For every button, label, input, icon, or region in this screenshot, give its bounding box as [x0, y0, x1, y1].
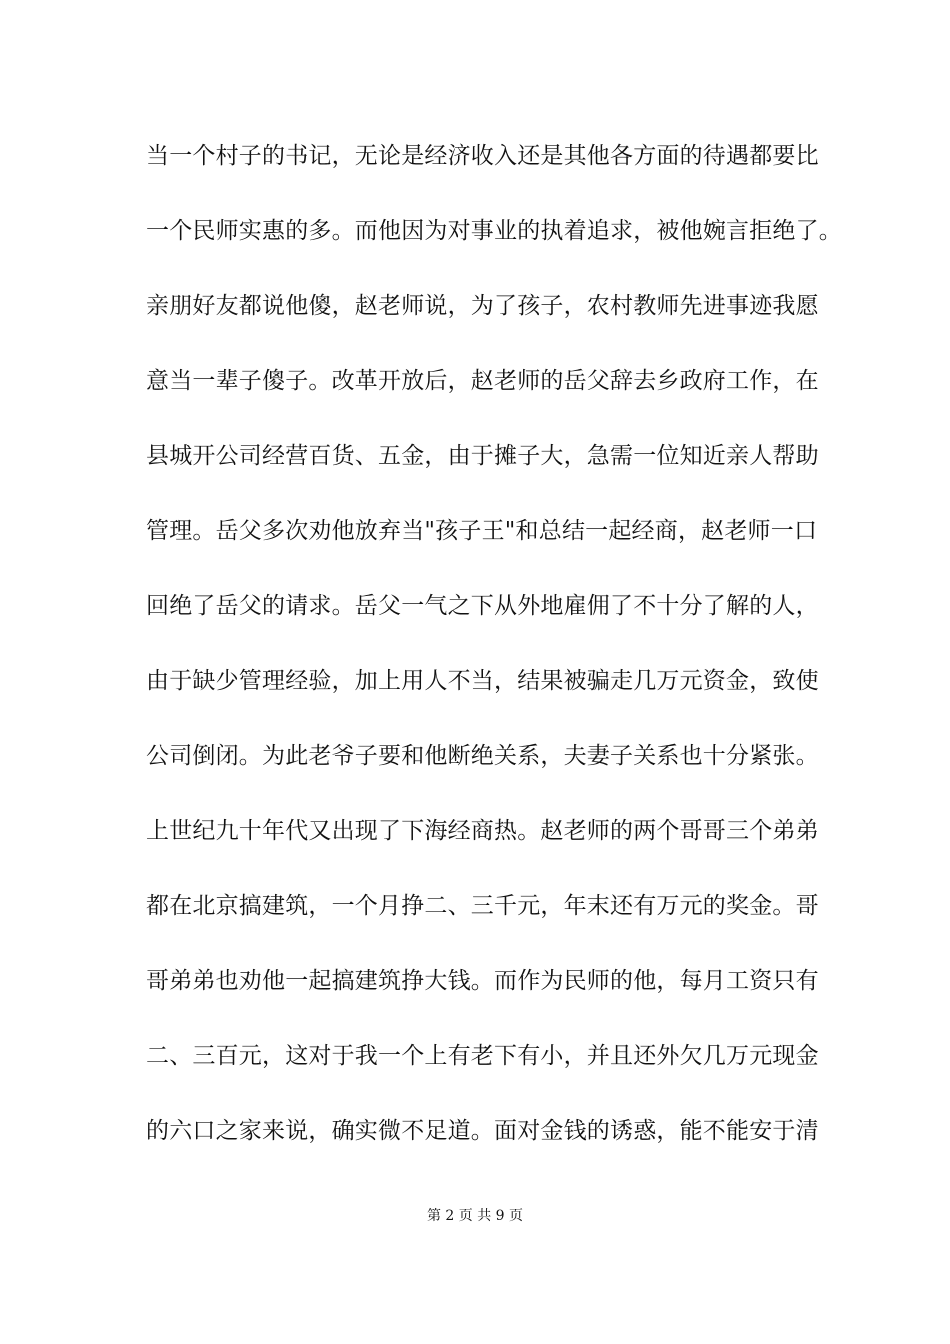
- text-line: 公司倒闭。为此老爷子要和他断绝关系，夫妻子关系也十分紧张。: [146, 743, 819, 769]
- page-number-footer: 第 2 页 共 9 页: [426, 1208, 524, 1224]
- text-line: 当一个村子的书记，无论是经济收入还是其他各方面的待遇都要比: [146, 143, 819, 169]
- text-line: 县城开公司经营百货、五金，由于摊子大，急需一位知近亲人帮助: [146, 443, 819, 469]
- body-text: [146, 133, 842, 1183]
- text-line: 回绝了岳父的请求。岳父一气之下从外地雇佣了不十分了解的人，: [146, 593, 819, 619]
- text-line: 上世纪九十年代又出现了下海经商热。赵老师的两个哥哥三个弟弟: [146, 818, 819, 844]
- text-line: 意当一辈子傻子。改革开放后，赵老师的岳父辞去乡政府工作，在: [146, 368, 819, 394]
- text-line: 二、三百元，这对于我一个上有老下有小，并且还外欠几万元现金: [146, 1043, 819, 1069]
- text-line: 的六口之家来说，确实微不足道。面对金钱的诱惑，能不能安于清: [146, 1118, 819, 1144]
- text-line: 由于缺少管理经验，加上用人不当，结果被骗走几万元资金，致使: [146, 668, 819, 694]
- text-line: 亲朋好友都说他傻，赵老师说，为了孩子，农村教师先进事迹我愿: [146, 293, 819, 319]
- text-line: 都在北京搞建筑，一个月挣二、三千元，年末还有万元的奖金。哥: [146, 893, 819, 919]
- text-line: 一个民师实惠的多。而他因为对事业的执着追求，被他婉言拒绝了。: [146, 218, 842, 244]
- text-line: 哥弟弟也劝他一起搞建筑挣大钱。而作为民师的他，每月工资只有: [146, 968, 819, 994]
- text-line: 管理。岳父多次劝他放弃当"孩子王"和总结一起经商，赵老师一口: [146, 518, 818, 544]
